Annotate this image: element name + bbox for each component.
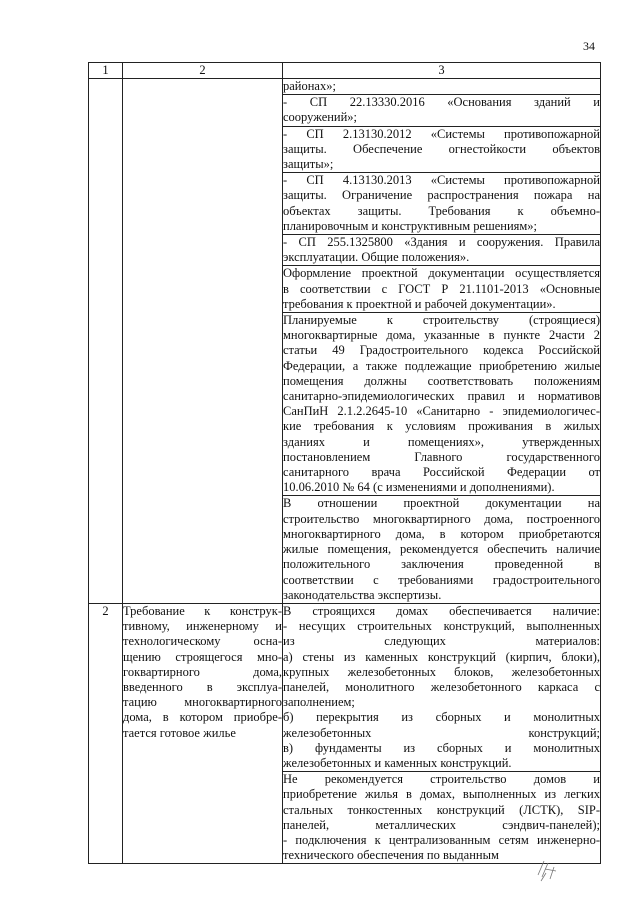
content-line: 10.06.2010 № 64 (с изменениями и дополнениями). [283, 480, 555, 495]
content-paragraph [283, 126, 600, 173]
requirements-table [88, 62, 601, 864]
content-line: - СП 255.1325800 «Здания и сооружения. Правила [283, 235, 600, 250]
requirement-line: Требование к конструк- [123, 603, 282, 618]
content-cell [283, 603, 601, 863]
content-line: железобетонных конструкций; [283, 725, 600, 740]
content-line: планировочным и конструктивным решениям»; [283, 218, 538, 233]
requirement-line: тацию многоквартирного [123, 695, 282, 710]
page-number: 34 [583, 39, 595, 53]
content-line: Оформление проектной документации осуществляется [283, 266, 600, 281]
content-line: эксплуатации. Общие положения». [283, 250, 470, 265]
content-line: требования к проектной и рабочей документации». [283, 296, 556, 311]
content-line: жилые помещения, рекомендуется обеспечить наличие [283, 542, 600, 557]
content-paragraph [283, 79, 600, 94]
content-line: В отношении проектной документации на [283, 496, 600, 511]
content-line: - СП 22.13330.2016 «Основания зданий и [283, 95, 600, 110]
content-line: Федерации, а также подлежащие приобретению жилые [283, 358, 600, 373]
content-line: многоквартирные дома, указанные в пункте 2части 2 [283, 328, 600, 343]
table-header-row [89, 63, 601, 79]
content-line: постановлением Главного государственного [283, 449, 600, 464]
content-paragraph [283, 172, 600, 234]
header-col-1: 1 [89, 63, 123, 79]
content-line: сооружений»; [283, 110, 358, 125]
content-line: - СП 2.13130.2012 «Системы противопожарной [283, 126, 600, 141]
row-number: 2 [89, 603, 123, 863]
handwritten-mark [532, 855, 562, 885]
content-line: защиты. Ограничение распространения пожара на [283, 188, 600, 203]
content-line: районах»; [283, 79, 336, 93]
content-paragraph [283, 604, 600, 771]
content-line: панелей, монолитного железобетонного каркаса с [283, 679, 600, 694]
content-line: защиты. Обеспечение огнестойкости объектов [283, 141, 600, 156]
content-line: - СП 4.13130.2013 «Системы противопожарной [283, 173, 600, 188]
table-row [89, 79, 601, 604]
content-paragraph [283, 771, 600, 863]
requirement-line: введенного в эксплуа- [123, 679, 282, 694]
requirement-cell [123, 79, 283, 604]
content-line: помещения должны соответствовать положениям [283, 373, 600, 388]
content-line: законодательства экспертизы. [283, 587, 442, 602]
requirement-cell [123, 603, 283, 863]
header-col-3: 3 [283, 63, 601, 79]
content-line: положительного заключения проведенной в [283, 557, 600, 572]
content-line: стальных тонкостенных конструкций (ЛСТК), SIP- [283, 802, 600, 817]
requirement-line: дома, в котором приобре- [123, 710, 282, 725]
content-line: Не рекомендуется строительство домов и [283, 772, 600, 787]
requirement-line: тается готовое жилье [123, 725, 236, 740]
content-line: СанПиН 2.1.2.2645-10 «Санитарно - эпидемиологичес- [283, 404, 600, 419]
content-paragraph [283, 94, 600, 125]
content-line: крупных железобетонных блоков, железобетонных [283, 664, 600, 679]
content-line: зданиях и помещениях», утвержденных [283, 434, 600, 449]
content-paragraph [283, 234, 600, 265]
content-line: железобетонных и каменных конструкций. [283, 755, 512, 770]
content-line: строительство многоквартирного дома, построенного [283, 511, 600, 526]
header-col-2: 2 [123, 63, 283, 79]
content-line: а) стены из каменных конструкций (кирпич, блоки), [283, 649, 600, 664]
content-paragraph [283, 265, 600, 312]
requirement-line: щению строящегося мно- [123, 649, 282, 664]
row-number [89, 79, 123, 604]
content-line: в) фундаменты из сборных и монолитных [283, 740, 600, 755]
content-line: панелей, металлических сэндвич-панелей); [283, 817, 600, 832]
requirement-line: технологическому осна- [123, 634, 282, 649]
requirement-line: тивному, инженерному и [123, 619, 282, 634]
content-line: соответствии с требованиями градостроительного [283, 572, 600, 587]
content-line: статьи 49 Градостроительного кодекса Российской [283, 343, 600, 358]
content-line: б) перекрытия из сборных и монолитных [283, 710, 600, 725]
content-line: заполнением; [283, 695, 355, 710]
content-line: защиты»; [283, 157, 334, 172]
content-line: объектах защиты. Требования к объемно- [283, 203, 600, 218]
content-line: технического обеспечения по выданным [283, 848, 499, 863]
content-line: санитарно-эпидемиологических правил и нормативов [283, 389, 600, 404]
table-row [89, 603, 601, 863]
content-cell [283, 79, 601, 604]
content-paragraph [283, 495, 600, 602]
content-line: в соответствии с ГОСТ Р 21.1101-2013 «Основные [283, 281, 600, 296]
content-line: - несущих строительных конструкций, выполненных [283, 619, 600, 634]
content-line: - подключения к централизованным сетям инженерно- [283, 832, 600, 847]
content-paragraph [283, 312, 600, 495]
content-line: В строящихся домах обеспечивается наличие: [283, 603, 600, 618]
content-line: санитарного врача Российской Федерации от [283, 465, 600, 480]
content-line: кие требования к условиям проживания в жилых [283, 419, 600, 434]
content-line: Планируемые к строительству (строящиеся) [283, 313, 600, 328]
requirement-line: гоквартирного дома, [123, 664, 282, 679]
content-line: приобретение жилья в домах, выполненных из легких [283, 787, 600, 802]
content-line: из следующих материалов: [283, 634, 600, 649]
content-line: многоквартирного дома, в котором приобретаются [283, 526, 600, 541]
